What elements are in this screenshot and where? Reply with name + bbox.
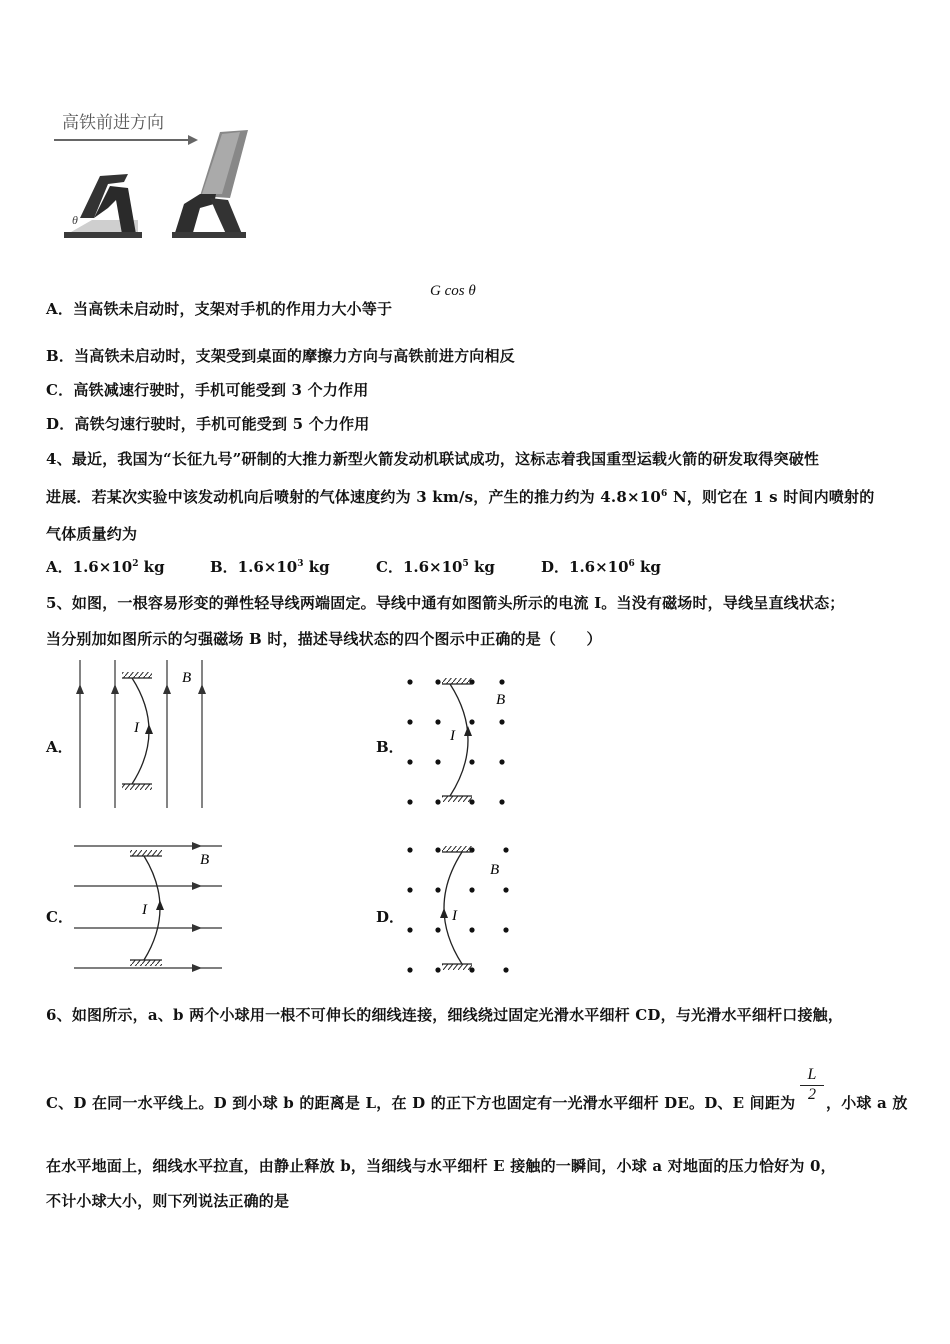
q4-line-1: 4、最近，我国为“长征九号”研制的大推力新型火箭发动机联试成功，这标志着我国重型运载火箭的研发取得突破性: [46, 450, 820, 468]
svg-text:I: I: [450, 728, 455, 744]
q4-option-d: D．$1.6\times 10^6$ kg: [541, 558, 661, 576]
holder-left: [64, 174, 142, 238]
q4-option-c: C．$1.6\times 10^5$ kg: [376, 558, 495, 576]
q6-line-4: 不计小球大小，则下列说法正确的是: [46, 1192, 290, 1210]
angle-label: θ: [72, 213, 78, 227]
svg-text:I: I: [134, 720, 139, 736]
q6-fraction-denominator: 2: [800, 1085, 824, 1104]
q4-line-2a: 进展．若某次实验中该发动机向后喷射的气体速度约为 3 km/s，产生的推力约为 4.8×10: [46, 488, 662, 506]
q5-line-2: 当分别加如图所示的匀强磁场 B 时，描述导线状态的四个图示中正确的是（ ）: [46, 630, 602, 648]
q3-option-b: B．当高铁未启动时，支架受到桌面的摩擦力方向与高铁前进方向相反: [46, 347, 515, 365]
q5-label-c: C．: [46, 908, 73, 926]
svg-text:B: B: [496, 692, 506, 708]
q5-diagram-a: [70, 658, 220, 814]
svg-text:B: B: [182, 670, 192, 686]
svg-text:B: B: [200, 852, 210, 868]
q6-line-2a: C、D 在同一水平线上。D 到小球 b 的距离是 L，在 D 的正下方也固定有一光滑水平细杆 DE。D、E 间距为: [46, 1094, 796, 1112]
q6-line-2b: ，小球 a 放: [826, 1094, 908, 1112]
q5-label-a: A．: [46, 738, 73, 756]
q5-diagram-c: [72, 838, 228, 982]
q3-option-c: C．高铁减速行驶时，手机可能受到 3 个力作用: [46, 381, 369, 399]
q4-option-a: A．$1.6\times 10^2$ kg: [46, 558, 165, 576]
q6-fraction-numerator: L: [807, 1066, 817, 1083]
q5-line-1: 5、如图，一根容易形变的弹性轻导线两端固定。导线中通有如图箭头所示的电流 I。当没有磁场时，导线呈直线状态；: [46, 594, 845, 612]
direction-label: 高铁前进方向: [62, 113, 164, 132]
q5-diagram-d: [398, 838, 518, 982]
svg-text:I: I: [452, 908, 457, 924]
q6-fraction: [800, 1066, 824, 1104]
phone-holder-figure: [50, 108, 270, 248]
q4-line-3: 气体质量约为: [46, 525, 138, 543]
q3-option-a-formula: G cos θ: [430, 283, 476, 299]
q4-line-2-exp: 6: [661, 489, 668, 499]
direction-arrowhead: [188, 135, 198, 145]
q5-label-b: B．: [376, 738, 404, 756]
q5-diagram-b: [398, 670, 518, 814]
q3-option-a-text: A．当高铁未启动时，支架对手机的作用力大小等于: [46, 300, 393, 318]
svg-text:I: I: [142, 902, 147, 918]
q4-line-2: [46, 486, 874, 507]
q3-option-d: D．高铁匀速行驶时，手机可能受到 5 个力作用: [46, 415, 370, 433]
q4-line-2b: N，则它在 1 s 时间内喷射的: [667, 488, 875, 506]
q6-line-1: 6、如图所示，a、b 两个小球用一根不可伸长的细线连接，细线绕过固定光滑水平细杆 CD，与光滑水平细杆口接触，: [46, 1006, 844, 1024]
q5-label-d: D．: [376, 908, 405, 926]
q6-line-3: 在水平地面上，细线水平拉直，由静止释放 b，当细线与水平细杆 E 接触的一瞬间，小球 a 对地面的压力恰好为 0，: [46, 1157, 836, 1175]
q3-option-a: [46, 298, 392, 319]
holder-right: [172, 130, 248, 238]
svg-text:B: B: [490, 862, 500, 878]
q4-option-b: B．$1.6\times 10^3$ kg: [210, 558, 330, 576]
